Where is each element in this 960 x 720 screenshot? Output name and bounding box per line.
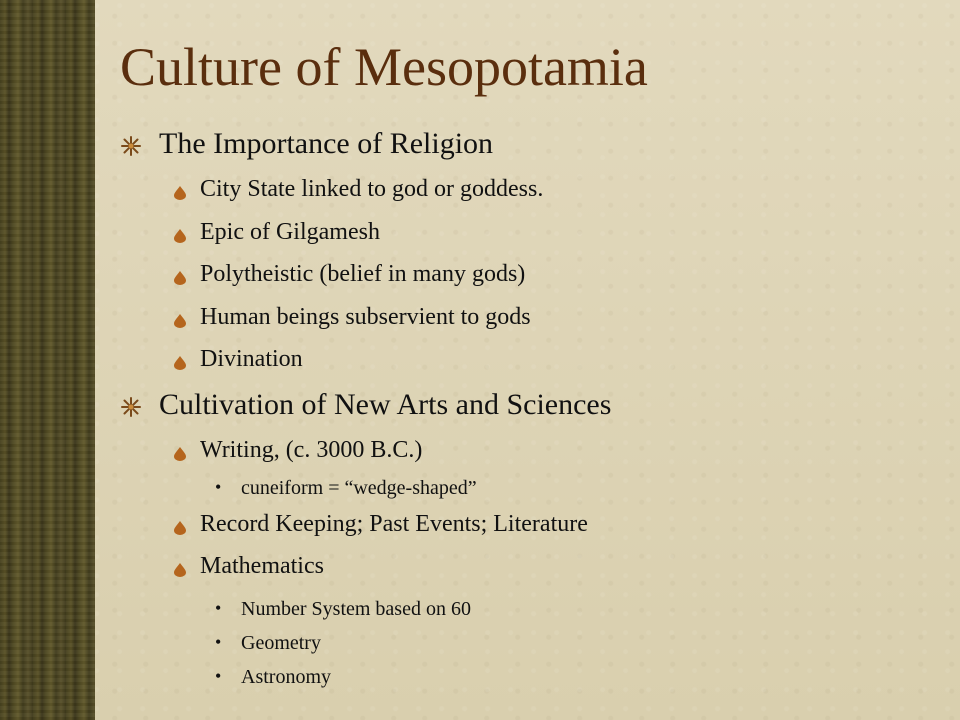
wood-texture-band: [0, 0, 95, 720]
dot-bullet: •: [215, 666, 222, 686]
list-subitem: Astronomy: [241, 666, 331, 688]
slide-title: Culture of Mesopotamia: [120, 37, 648, 97]
flame-drop-icon: [174, 447, 186, 461]
flame-drop-icon: [174, 563, 186, 577]
list-subitem: cuneiform = “wedge-shaped”: [241, 477, 477, 499]
section-heading-religion: The Importance of Religion: [159, 127, 494, 160]
list-item: Epic of Gilgamesh: [200, 219, 380, 245]
section-heading-arts-sciences: Cultivation of New Arts and Sciences: [159, 388, 612, 421]
list-item: City State linked to god or goddess.: [200, 176, 544, 202]
list-subitem: Number System based on 60: [241, 598, 471, 620]
dot-bullet: •: [215, 598, 222, 618]
flame-drop-icon: [174, 186, 186, 200]
sunburst-icon: [120, 135, 142, 157]
list-item: Writing, (c. 3000 B.C.): [200, 437, 423, 463]
list-item: Mathematics: [200, 553, 324, 579]
sunburst-icon: [120, 396, 142, 418]
dot-bullet: •: [215, 632, 222, 652]
list-item: Polytheistic (belief in many gods): [200, 261, 526, 287]
list-subitem: Geometry: [241, 632, 321, 654]
flame-drop-icon: [174, 271, 186, 285]
dot-bullet: •: [215, 477, 222, 497]
flame-drop-icon: [174, 521, 186, 535]
flame-drop-icon: [174, 229, 186, 243]
flame-drop-icon: [174, 314, 186, 328]
list-item: Record Keeping; Past Events; Literature: [200, 511, 588, 537]
flame-drop-icon: [174, 356, 186, 370]
list-item: Human beings subservient to gods: [200, 304, 531, 330]
list-item: Divination: [200, 346, 303, 372]
